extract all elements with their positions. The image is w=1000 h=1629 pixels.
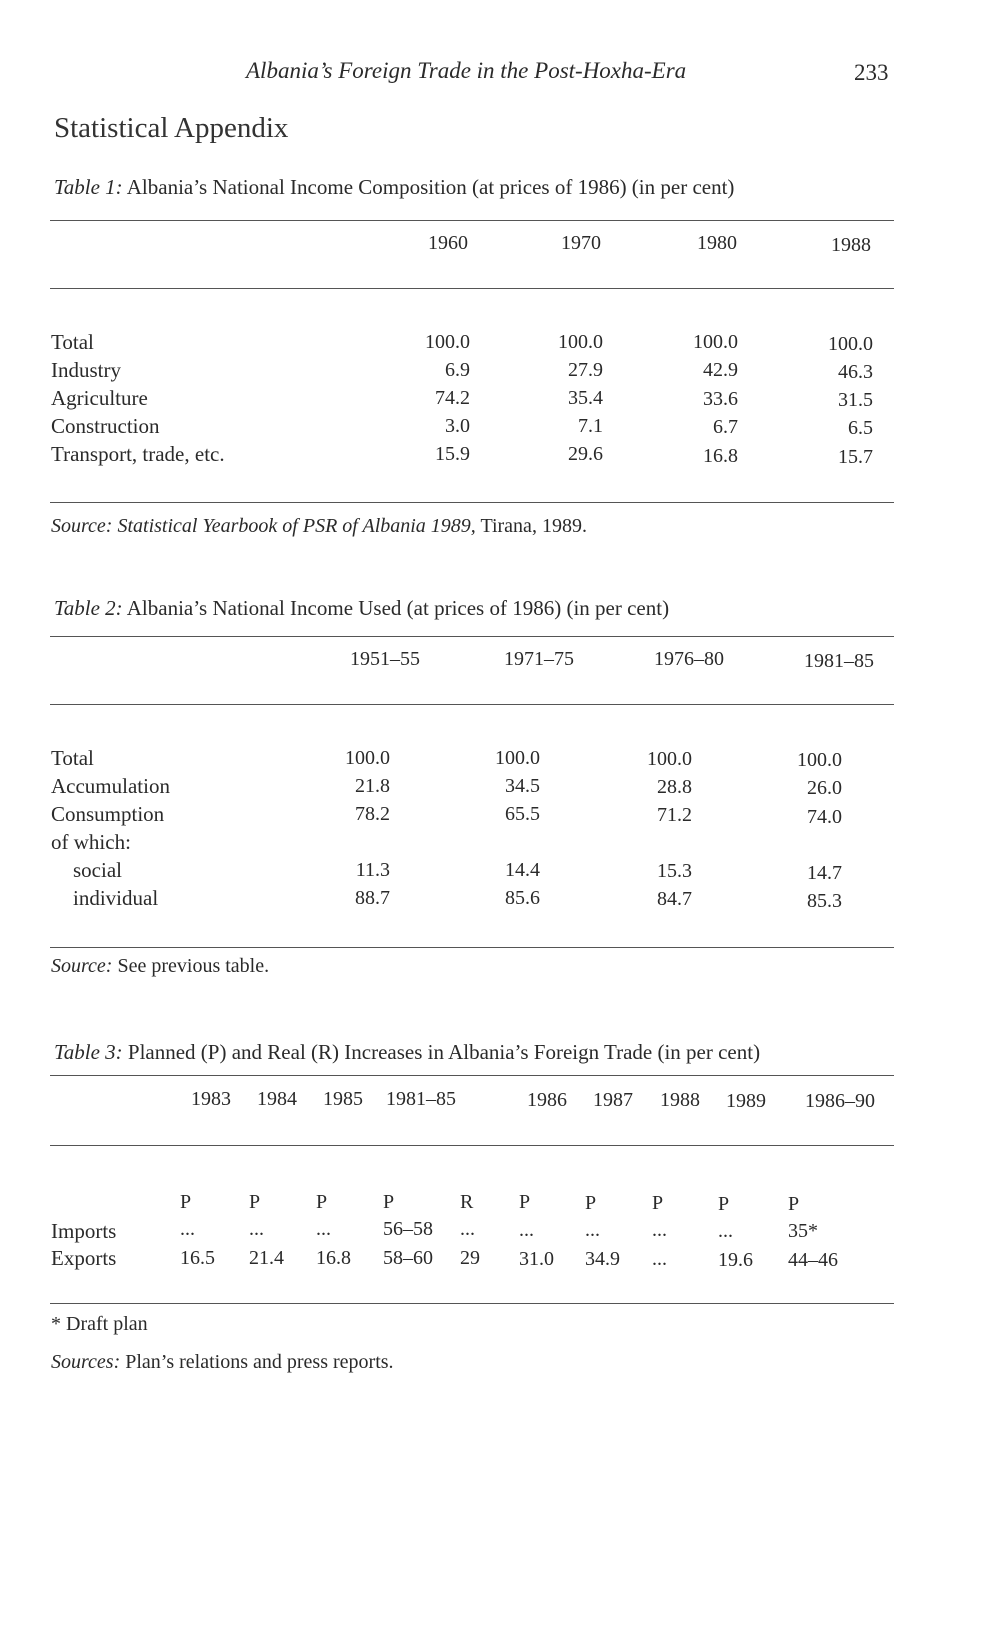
cell: 6.7 — [713, 416, 738, 438]
row-label: of which: — [51, 830, 131, 854]
row-label: Transport, trade, etc. — [51, 442, 225, 466]
cell: 46.3 — [838, 361, 873, 383]
cell: ... — [180, 1218, 195, 1240]
row-label: Total — [51, 746, 94, 770]
cell: ... — [249, 1218, 264, 1240]
cell: 42.9 — [703, 359, 738, 381]
cell: 21.8 — [355, 775, 390, 797]
cell: 11.3 — [355, 859, 390, 881]
table-1-caption — [54, 175, 734, 200]
table-2-col-1976-80: 1976–80 — [654, 648, 724, 670]
cell: 58–60 — [383, 1247, 433, 1269]
running-title: Albania’s Foreign Trade in the Post-Hoxha-Era — [246, 58, 687, 83]
cell: 6.9 — [445, 359, 470, 381]
table-3-col-1981-85: 1981–85 — [386, 1088, 456, 1110]
source-label: Sources: — [51, 1351, 121, 1373]
row-label: social — [73, 858, 122, 882]
row-label: Imports — [51, 1219, 117, 1243]
table-2-header-rule — [50, 704, 894, 705]
cell: 14.7 — [807, 862, 842, 884]
table-2-top-rule — [50, 636, 894, 637]
marker-cell: P — [718, 1193, 730, 1215]
source-title: Statistical Yearbook of PSR of Albania 1989, — [117, 515, 476, 537]
table-1-col-1970: 1970 — [561, 232, 601, 254]
table-3-source — [51, 1351, 394, 1374]
source-label: Source: — [51, 515, 113, 537]
source-label: Source: — [51, 955, 113, 977]
table-3-top-rule — [50, 1075, 894, 1076]
cell: 100.0 — [647, 748, 692, 770]
marker-cell: P — [316, 1191, 328, 1213]
table-3-bottom-rule — [50, 1303, 894, 1304]
marker-cell: R — [460, 1191, 474, 1213]
table-3-col-1983: 1983 — [191, 1088, 231, 1110]
marker-cell: P — [652, 1192, 664, 1214]
source-detail: Tirana, 1989. — [480, 515, 587, 537]
cell: ... — [652, 1219, 667, 1241]
cell: 100.0 — [693, 331, 738, 353]
source-detail: Plan’s relations and press reports. — [125, 1351, 394, 1373]
cell: 16.8 — [703, 445, 738, 467]
table-1-top-rule — [50, 220, 894, 221]
cell: 34.5 — [505, 775, 540, 797]
cell: 33.6 — [703, 388, 738, 410]
table-2-col-1971-75: 1971–75 — [504, 648, 574, 670]
section-title: Statistical Appendix — [54, 112, 289, 144]
cell: 27.9 — [568, 359, 603, 381]
cell: 14.4 — [505, 859, 540, 881]
table-1-source — [51, 515, 587, 538]
cell: 100.0 — [797, 749, 842, 771]
row-label: Consumption — [51, 802, 165, 826]
cell: 26.0 — [807, 777, 842, 799]
marker-cell: P — [585, 1192, 597, 1214]
table-2-title: Albania’s National Income Used (at prices of 1986) (in per cent) — [126, 596, 670, 620]
marker-cell: P — [180, 1191, 192, 1213]
cell: 56–58 — [383, 1218, 433, 1240]
cell: 100.0 — [425, 331, 470, 353]
table-1-label: Table 1: — [54, 175, 123, 199]
cell: ... — [585, 1219, 600, 1241]
table-2-source — [51, 955, 269, 978]
table-2-col-1981-85: 1981–85 — [804, 650, 874, 672]
table-3-col-1985: 1985 — [323, 1088, 363, 1110]
cell: 74.2 — [435, 387, 470, 409]
marker-cell: P — [788, 1193, 800, 1215]
row-label: Accumulation — [51, 774, 170, 798]
cell: 31.5 — [838, 389, 873, 411]
table-2-caption — [54, 596, 669, 621]
cell: 84.7 — [657, 888, 692, 910]
cell: ... — [460, 1218, 475, 1240]
source-detail: See previous table. — [117, 955, 270, 977]
row-label: Agriculture — [51, 386, 148, 410]
table-3-col-1986: 1986 — [527, 1089, 567, 1111]
cell: 15.3 — [657, 860, 692, 882]
table-3-col-1987: 1987 — [593, 1089, 633, 1111]
cell: 85.3 — [807, 890, 842, 912]
cell: 34.9 — [585, 1248, 620, 1270]
cell: 100.0 — [495, 747, 540, 769]
cell: 74.0 — [807, 806, 842, 828]
table-3-col-1989: 1989 — [726, 1090, 766, 1112]
cell: ... — [718, 1220, 733, 1242]
table-1-bottom-rule — [50, 502, 894, 503]
row-label: Industry — [51, 358, 121, 382]
cell: 16.8 — [316, 1247, 351, 1269]
cell: 85.6 — [505, 887, 540, 909]
cell: 19.6 — [718, 1249, 753, 1271]
cell: 15.9 — [435, 443, 470, 465]
cell: 15.7 — [838, 446, 873, 468]
cell: 65.5 — [505, 803, 540, 825]
cell: 100.0 — [345, 747, 390, 769]
cell: 88.7 — [355, 887, 390, 909]
page-number: 233 — [854, 60, 889, 85]
table-1-header-rule — [50, 288, 894, 289]
table-3-col-1986-90: 1986–90 — [805, 1090, 875, 1112]
row-label: Construction — [51, 414, 160, 438]
cell: 28.8 — [657, 776, 692, 798]
table-2-col-1951-55: 1951–55 — [350, 648, 420, 670]
running-head — [0, 58, 1000, 88]
cell: 6.5 — [848, 417, 873, 439]
cell: 35.4 — [568, 387, 603, 409]
cell: ... — [519, 1219, 534, 1241]
table-2-bottom-rule — [50, 947, 894, 948]
cell: 100.0 — [558, 331, 603, 353]
cell: 78.2 — [355, 803, 390, 825]
marker-cell: P — [383, 1191, 395, 1213]
cell: ... — [652, 1248, 667, 1270]
cell: 21.4 — [249, 1247, 284, 1269]
table-1-col-1988: 1988 — [831, 234, 871, 256]
row-label: individual — [73, 886, 159, 910]
marker-cell: P — [249, 1191, 261, 1213]
table-1-title: Albania’s National Income Composition (at prices of 1986) (in per cent) — [126, 175, 735, 199]
cell: 71.2 — [657, 804, 692, 826]
row-label: Exports — [51, 1246, 117, 1270]
cell: 29 — [460, 1247, 480, 1269]
table-3-caption — [54, 1040, 760, 1065]
cell: 100.0 — [828, 333, 873, 355]
table-1-col-1980: 1980 — [697, 232, 737, 254]
marker-cell: P — [519, 1191, 531, 1213]
table-1-col-1960: 1960 — [428, 232, 468, 254]
cell: 3.0 — [445, 415, 470, 437]
table-3-col-1988: 1988 — [660, 1089, 700, 1111]
table-3-footnote: * Draft plan — [51, 1313, 148, 1335]
cell: 44–46 — [788, 1249, 838, 1271]
cell: 29.6 — [568, 443, 603, 465]
table-3-title: Planned (P) and Real (R) Increases in Albania’s Foreign Trade (in per cent) — [127, 1040, 761, 1064]
cell: 7.1 — [578, 415, 603, 437]
cell: 16.5 — [180, 1247, 215, 1269]
table-3-col-1984: 1984 — [257, 1088, 297, 1110]
table-2-label: Table 2: — [54, 596, 123, 620]
table-3-header-rule — [50, 1145, 894, 1146]
cell: 31.0 — [519, 1248, 554, 1270]
table-3-label: Table 3: — [54, 1040, 123, 1064]
row-label: Total — [51, 330, 94, 354]
cell: 35* — [788, 1220, 818, 1242]
cell: ... — [316, 1218, 331, 1240]
